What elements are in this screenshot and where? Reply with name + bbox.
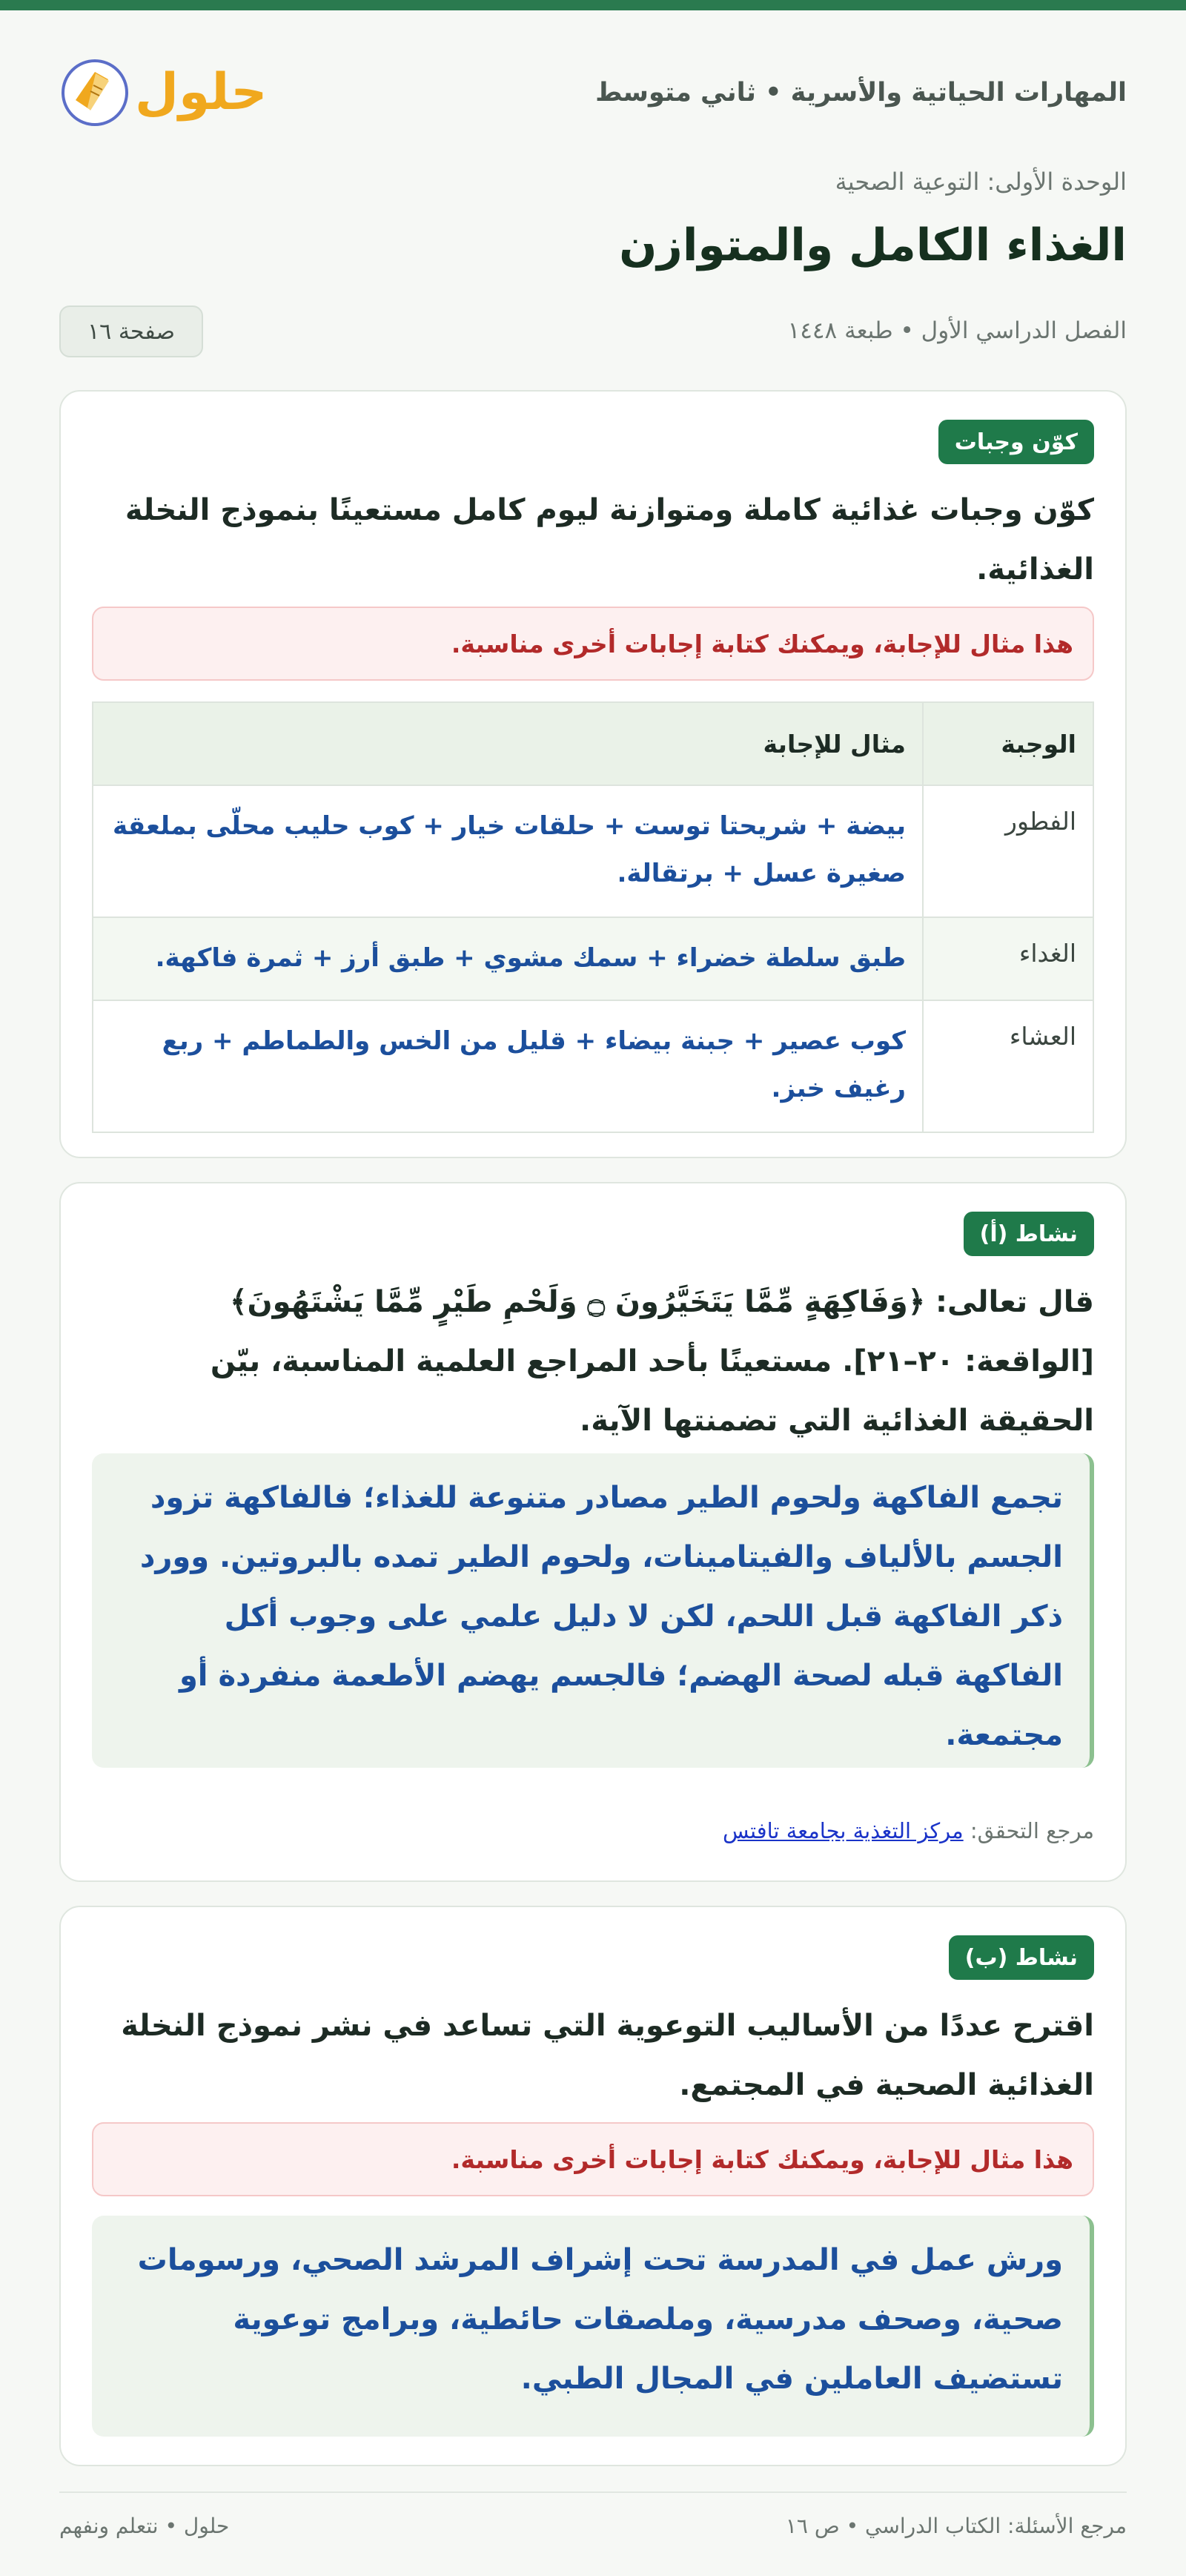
table-header-row (93, 702, 1093, 785)
footer-brand: حلول • نتعلم ونفهم (59, 2514, 230, 2538)
meals-card (59, 390, 1127, 1158)
answer-box: ورش عمل في المدرسة تحت إشراف المرشد الصحي، ورسومات صحية، وصحف مدرسية، وملصقات حائطية، وبرامج توعوية تستضيف العاملين في المجال الطبي. (92, 2216, 1094, 2437)
meal-answer: بيضة + شريحتا توست + حلقات خيار + كوب حليب محلّى بملعقة صغيرة عسل + برتقالة. (93, 785, 923, 917)
table-row (93, 785, 1093, 917)
question-text: كوّن وجبات غذائية كاملة ومتوازنة ليوم كامل مستعينًا بنموذج النخلة الغذائية. (125, 493, 1094, 587)
question-text: اقترح عددًا من الأساليب التوعوية التي تساعد في نشر نموذج النخلة الغذائية الصحية في المجتمع. (121, 2009, 1094, 2102)
edition-label: الفصل الدراسي الأول • طبعة ١٤٤٨ (787, 317, 1127, 344)
section-badge: كوّن وجبات (938, 420, 1094, 464)
meal-answer: طبق سلطة خضراء + سمك مشوي + طبق أرز + ثمرة فاكهة. (93, 917, 923, 1000)
page-number-badge: صفحة ١٦ (59, 306, 203, 357)
column-header-meal: الوجبة (923, 702, 1093, 785)
lesson-title: الغذاء الكامل والمتوازن (619, 219, 1127, 271)
answer-box: تجمع الفاكهة ولحوم الطير مصادر متنوعة للغذاء؛ فالفاكهة تزود الجسم بالألياف والفيتامينات، ولحوم الطير تمده بالبروتين. وورد ذكر الفاكهة قبل اللحم، لكن لا دليل علمي على وجوب أكل الفاكهة قبله لصحة الهضم؛ فالجسم يهضم الأطعمة منفردة أو مجتمعة. (92, 1453, 1094, 1768)
meal-name: الغداء (923, 917, 1093, 1000)
meals-table (92, 701, 1094, 1133)
logo-wordmark: حلول (135, 63, 268, 122)
question-text: قال تعالى: ﴿وَفَاكِهَةٍ مِّمَّا يَتَخَيَّرُونَ ۝ وَلَحْمِ طَيْرٍ مِّمَّا يَشْتَهُونَ﴾ [الواقعة: ٢٠–٢١]. مستعينًا بأحد المراجع العلمية المناسبة، بيّن الحقيقة الغذائية التي تضمنتها الآية. (210, 1285, 1094, 1438)
section-badge: نشاط (ب) (949, 1935, 1094, 1980)
footer-divider (59, 2491, 1127, 2493)
example-note: هذا مثال للإجابة، ويمكنك كتابة إجابات أخرى مناسبة. (92, 607, 1094, 681)
subject-title: المهارات الحياتية والأسرية • ثاني متوسط (595, 78, 1127, 108)
meal-name: العشاء (923, 1000, 1093, 1132)
table-row (93, 1000, 1093, 1132)
top-accent-bar (0, 0, 1186, 10)
example-note: هذا مثال للإجابة، ويمكنك كتابة إجابات أخرى مناسبة. (92, 2122, 1094, 2196)
logo-emblem-icon (59, 57, 130, 128)
page-header (59, 44, 1127, 141)
site-logo[interactable] (59, 57, 267, 128)
unit-label: الوحدة الأولى: التوعية الصحية (835, 168, 1127, 196)
meal-answer: كوب عصير + جبنة بيضاء + قليل من الخس والطماطم + ربع رغيف خبز. (93, 1000, 923, 1132)
reference-link[interactable]: مركز التغذية بجامعة تافتس (723, 1818, 964, 1843)
meal-name: الفطور (923, 785, 1093, 917)
activity-a-card (59, 1182, 1127, 1882)
reference-label: مرجع التحقق: (970, 1818, 1094, 1843)
section-badge: نشاط (أ) (964, 1212, 1094, 1256)
activity-b-card (59, 1906, 1127, 2466)
footer-source: مرجع الأسئلة: الكتاب الدراسي • ص ١٦ (785, 2514, 1127, 2538)
reference-line (723, 1818, 1094, 1843)
column-header-answer: مثال للإجابة (93, 702, 923, 785)
table-row (93, 917, 1093, 1000)
